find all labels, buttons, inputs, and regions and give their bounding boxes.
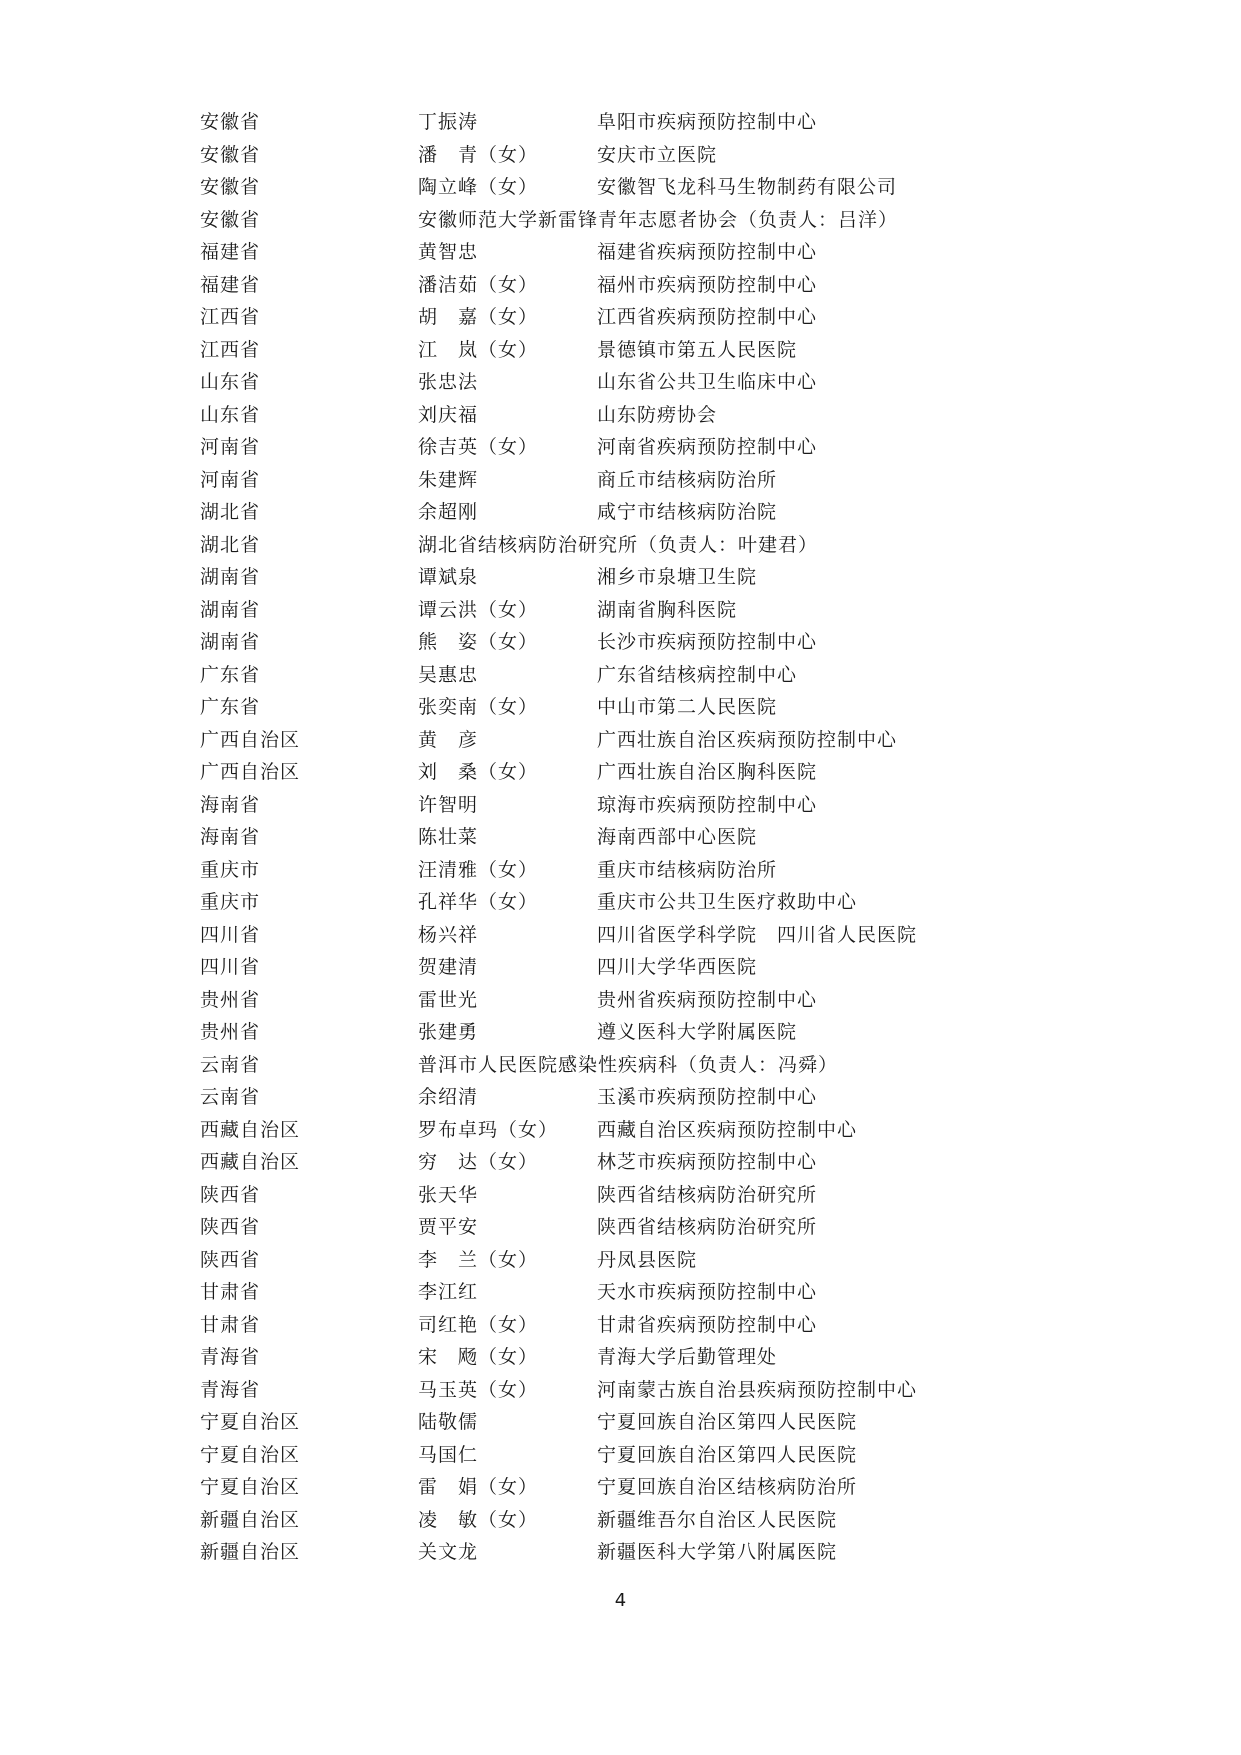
- province-cell: 福建省: [200, 273, 261, 296]
- province-cell: 山东省: [200, 403, 261, 426]
- person-name-cell: 黄智忠: [418, 241, 479, 263]
- province-cell: 安徽省: [200, 208, 261, 231]
- province-cell: 湖北省: [200, 501, 261, 523]
- province-cell: 广西自治区: [200, 728, 301, 751]
- list-row: [200, 919, 1100, 952]
- organization-full-cell: 湖北省结核病防治研究所（负责人：叶建君）: [418, 533, 819, 556]
- organization-cell: 陕西省结核病防治研究所: [597, 1216, 818, 1238]
- person-name-cell: 张建勇: [418, 1021, 479, 1043]
- page-number: 4: [614, 1590, 627, 1611]
- list-row: [200, 1504, 1100, 1537]
- province-cell: 江西省: [200, 306, 261, 328]
- organization-cell: 江西省疾病预防控制中心: [597, 306, 818, 328]
- province-cell: 宁夏自治区: [200, 1411, 301, 1433]
- province-cell: 江西省: [200, 338, 261, 361]
- province-cell: 陕西省: [200, 1248, 261, 1271]
- person-name-cell: 徐吉英（女）: [418, 436, 539, 458]
- organization-cell: 玉溪市疾病预防控制中心: [597, 1086, 818, 1108]
- province-cell: 海南省: [200, 826, 261, 848]
- organization-cell: 西藏自治区疾病预防控制中心: [597, 1118, 858, 1141]
- province-cell: 安徽省: [200, 176, 261, 198]
- organization-cell: 宁夏回族自治区第四人民医院: [597, 1443, 858, 1466]
- person-name-cell: 宋 飏（女）: [418, 1346, 539, 1368]
- person-name-cell: 张奕南（女）: [418, 696, 539, 718]
- province-cell: 广东省: [200, 696, 261, 718]
- list-row: [200, 984, 1100, 1017]
- person-name-cell: 关文龙: [418, 1541, 479, 1563]
- person-name-cell: 刘 桑（女）: [418, 761, 539, 783]
- list-row: [200, 269, 1100, 302]
- list-row: [200, 1016, 1100, 1049]
- list-row: [200, 399, 1100, 432]
- list-row: [200, 366, 1100, 399]
- person-name-cell: 朱建辉: [418, 468, 479, 491]
- organization-cell: 海南西部中心医院: [597, 826, 758, 848]
- list-row: [200, 171, 1100, 204]
- person-name-cell: 穷 达（女）: [418, 1151, 539, 1173]
- province-cell: 重庆市: [200, 858, 261, 881]
- person-name-cell: 许智明: [418, 793, 479, 816]
- province-cell: 山东省: [200, 371, 261, 393]
- list-row: [200, 431, 1100, 464]
- list-row: [200, 106, 1100, 139]
- person-name-cell: 贺建清: [418, 956, 479, 978]
- organization-cell: 长沙市疾病预防控制中心: [597, 631, 818, 653]
- list-row: [200, 1276, 1100, 1309]
- list-row: [200, 626, 1100, 659]
- person-name-cell: 潘 青（女）: [418, 143, 539, 166]
- person-name-cell: 凌 敏（女）: [418, 1508, 539, 1531]
- province-cell: 海南省: [200, 793, 261, 816]
- organization-cell: 湘乡市泉塘卫生院: [597, 566, 758, 588]
- person-name-cell: 杨兴祥: [418, 923, 479, 946]
- province-cell: 重庆市: [200, 891, 261, 913]
- list-row: [200, 1309, 1100, 1342]
- organization-cell: 广东省结核病控制中心: [597, 663, 798, 686]
- organization-cell: 广西壮族自治区胸科医院: [597, 761, 818, 783]
- person-name-cell: 潘洁茹（女）: [418, 273, 539, 296]
- person-name-cell: 贾平安: [418, 1216, 479, 1238]
- organization-cell: 甘肃省疾病预防控制中心: [597, 1313, 818, 1336]
- person-name-cell: 谭斌泉: [418, 566, 479, 588]
- organization-cell: 新疆医科大学第八附属医院: [597, 1541, 838, 1563]
- province-cell: 青海省: [200, 1378, 261, 1401]
- organization-cell: 山东省公共卫生临床中心: [597, 371, 818, 393]
- province-cell: 安徽省: [200, 143, 261, 166]
- person-name-cell: 司红艳（女）: [418, 1313, 539, 1336]
- person-name-cell: 汪清雅（女）: [418, 858, 539, 881]
- organization-cell: 宁夏回族自治区第四人民医院: [597, 1411, 858, 1433]
- list-row: [200, 789, 1100, 822]
- province-cell: 宁夏自治区: [200, 1443, 301, 1466]
- list-row: [200, 854, 1100, 887]
- province-cell: 湖北省: [200, 533, 261, 556]
- list-row: [200, 756, 1100, 789]
- list-row: [200, 1211, 1100, 1244]
- province-cell: 广东省: [200, 663, 261, 686]
- organization-cell: 商丘市结核病防治所: [597, 468, 778, 491]
- province-cell: 新疆自治区: [200, 1541, 301, 1563]
- organization-cell: 安庆市立医院: [597, 143, 718, 166]
- person-name-cell: 张天华: [418, 1183, 479, 1206]
- organization-cell: 中山市第二人民医院: [597, 696, 778, 718]
- organization-cell: 宁夏回族自治区结核病防治所: [597, 1476, 858, 1498]
- list-row: [200, 139, 1100, 172]
- list-row: [200, 1439, 1100, 1472]
- list-row: [200, 1536, 1100, 1569]
- person-name-cell: 李 兰（女）: [418, 1248, 539, 1271]
- organization-cell: 重庆市结核病防治所: [597, 858, 778, 881]
- person-name-cell: 吴惠忠: [418, 663, 479, 686]
- list-row: [200, 886, 1100, 919]
- person-name-cell: 熊 姿（女）: [418, 631, 539, 653]
- province-cell: 陕西省: [200, 1183, 261, 1206]
- province-cell: 贵州省: [200, 1021, 261, 1043]
- organization-cell: 新疆维吾尔自治区人民医院: [597, 1508, 838, 1531]
- organization-cell: 湖南省胸科医院: [597, 598, 738, 621]
- list-row: [200, 951, 1100, 984]
- person-name-cell: 余超刚: [418, 501, 479, 523]
- province-cell: 青海省: [200, 1346, 261, 1368]
- organization-full-cell: 普洱市人民医院感染性疾病科（负责人：冯舜）: [418, 1053, 839, 1076]
- organization-cell: 重庆市公共卫生医疗救助中心: [597, 891, 858, 913]
- province-cell: 四川省: [200, 923, 261, 946]
- person-name-cell: 雷世光: [418, 988, 479, 1011]
- organization-cell: 山东防痨协会: [597, 403, 718, 426]
- organization-cell: 景德镇市第五人民医院: [597, 338, 798, 361]
- province-cell: 云南省: [200, 1086, 261, 1108]
- organization-cell: 安徽智飞龙科马生物制药有限公司: [597, 176, 898, 198]
- list-row: [200, 1374, 1100, 1407]
- province-cell: 河南省: [200, 436, 261, 458]
- list-row: [200, 236, 1100, 269]
- organization-cell: 丹凤县医院: [597, 1248, 698, 1271]
- province-cell: 陕西省: [200, 1216, 261, 1238]
- province-cell: 广西自治区: [200, 761, 301, 783]
- organization-cell: 四川大学华西医院: [597, 956, 758, 978]
- list-row: [200, 724, 1100, 757]
- person-name-cell: 黄 彦: [418, 728, 479, 751]
- list-row: [200, 496, 1100, 529]
- province-cell: 湖南省: [200, 566, 261, 588]
- person-name-cell: 陆敬儒: [418, 1411, 479, 1433]
- organization-full-cell: 安徽师范大学新雷锋青年志愿者协会（负责人：吕洋）: [418, 208, 899, 231]
- list-row: [200, 1244, 1100, 1277]
- person-name-cell: 李江红: [418, 1281, 479, 1303]
- organization-cell: 福州市疾病预防控制中心: [597, 273, 818, 296]
- name-list: [200, 106, 1100, 1569]
- province-cell: 湖南省: [200, 631, 261, 653]
- province-cell: 甘肃省: [200, 1313, 261, 1336]
- province-cell: 贵州省: [200, 988, 261, 1011]
- organization-cell: 四川省医学科学院 四川省人民医院: [597, 923, 918, 946]
- province-cell: 安徽省: [200, 111, 261, 133]
- list-row: [200, 334, 1100, 367]
- person-name-cell: 马国仁: [418, 1443, 479, 1466]
- province-cell: 西藏自治区: [200, 1118, 301, 1141]
- list-row: [200, 659, 1100, 692]
- list-row: [200, 301, 1100, 334]
- list-row: [200, 594, 1100, 627]
- province-cell: 河南省: [200, 468, 261, 491]
- organization-cell: 河南蒙古族自治县疾病预防控制中心: [597, 1378, 918, 1401]
- organization-cell: 遵义医科大学附属医院: [597, 1021, 798, 1043]
- province-cell: 甘肃省: [200, 1281, 261, 1303]
- person-name-cell: 马玉英（女）: [418, 1378, 539, 1401]
- organization-cell: 咸宁市结核病防治院: [597, 501, 778, 523]
- province-cell: 宁夏自治区: [200, 1476, 301, 1498]
- province-cell: 福建省: [200, 241, 261, 263]
- list-row: [200, 1146, 1100, 1179]
- list-row: [200, 1179, 1100, 1212]
- person-name-cell: 孔祥华（女）: [418, 891, 539, 913]
- organization-cell: 陕西省结核病防治研究所: [597, 1183, 818, 1206]
- list-row: [200, 1114, 1100, 1147]
- list-row: [200, 529, 1100, 562]
- person-name-cell: 罗布卓玛（女）: [418, 1118, 559, 1141]
- person-name-cell: 余绍清: [418, 1086, 479, 1108]
- list-row: [200, 1049, 1100, 1082]
- list-row: [200, 464, 1100, 497]
- province-cell: 新疆自治区: [200, 1508, 301, 1531]
- person-name-cell: 张忠法: [418, 371, 479, 393]
- list-row: [200, 691, 1100, 724]
- list-row: [200, 1341, 1100, 1374]
- person-name-cell: 刘庆福: [418, 403, 479, 426]
- list-row: [200, 821, 1100, 854]
- province-cell: 云南省: [200, 1053, 261, 1076]
- organization-cell: 贵州省疾病预防控制中心: [597, 988, 818, 1011]
- organization-cell: 广西壮族自治区疾病预防控制中心: [597, 728, 898, 751]
- organization-cell: 琼海市疾病预防控制中心: [597, 793, 818, 816]
- organization-cell: 天水市疾病预防控制中心: [597, 1281, 818, 1303]
- province-cell: 湖南省: [200, 598, 261, 621]
- person-name-cell: 谭云洪（女）: [418, 598, 539, 621]
- list-row: [200, 1406, 1100, 1439]
- organization-cell: 河南省疾病预防控制中心: [597, 436, 818, 458]
- organization-cell: 青海大学后勤管理处: [597, 1346, 778, 1368]
- organization-cell: 福建省疾病预防控制中心: [597, 241, 818, 263]
- person-name-cell: 江 岚（女）: [418, 338, 539, 361]
- list-row: [200, 561, 1100, 594]
- province-cell: 西藏自治区: [200, 1151, 301, 1173]
- list-row: [200, 1471, 1100, 1504]
- province-cell: 四川省: [200, 956, 261, 978]
- list-row: [200, 1081, 1100, 1114]
- person-name-cell: 陈壮菜: [418, 826, 479, 848]
- list-row: [200, 204, 1100, 237]
- organization-cell: 林芝市疾病预防控制中心: [597, 1151, 818, 1173]
- person-name-cell: 雷 娟（女）: [418, 1476, 539, 1498]
- organization-cell: 阜阳市疾病预防控制中心: [597, 111, 818, 133]
- person-name-cell: 丁振涛: [418, 111, 479, 133]
- person-name-cell: 陶立峰（女）: [418, 176, 539, 198]
- person-name-cell: 胡 嘉（女）: [418, 306, 539, 328]
